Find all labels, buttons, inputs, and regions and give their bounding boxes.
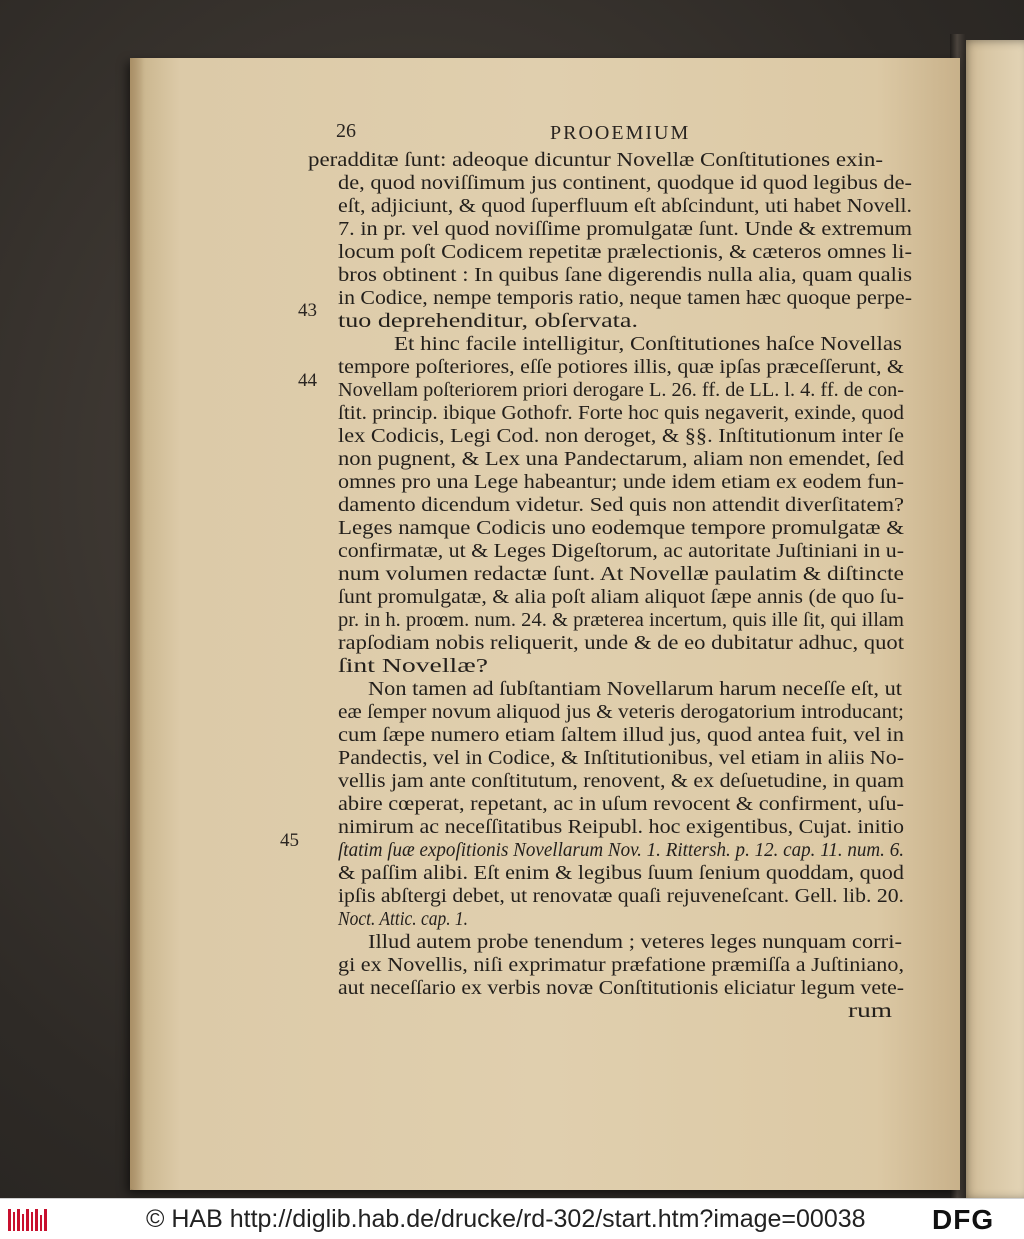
footer-bar bbox=[0, 1198, 1024, 1239]
dfg-logo: DFG bbox=[932, 1204, 995, 1235]
text-line: Leges namque Codicis uno eodemque tempore promulgatæ & bbox=[338, 518, 904, 539]
text-line: eſt, adjiciunt, & quod ſuperfluum eſt abſcindunt, uti habet Novell. bbox=[338, 196, 912, 217]
text-line: ipſis abſtergi debet, ut renovatæ quaſi rejuveneſcant. Gell. lib. 20. bbox=[338, 886, 904, 907]
running-head: PROOEMIUM bbox=[550, 122, 691, 144]
text-line: Novellam poſteriorem priori derogare L. 26. ff. de LL. l. 4. ff. de con- bbox=[338, 380, 904, 401]
text-line: in Codice, nempe temporis ratio, neque tamen hæc quoque perpe- bbox=[338, 288, 912, 309]
text-line: confirmatæ, ut & Leges Digeſtorum, ac autoritate Juſtiniani in u- bbox=[338, 541, 904, 562]
text-line: gi ex Novellis, niſi exprimatur præfatione præmiſſa a Juſtiniano, bbox=[338, 955, 904, 976]
text-line: rum bbox=[848, 1001, 892, 1022]
text-line: cum ſæpe numero etiam ſaltem illud jus, quod antea fuit, vel in bbox=[338, 725, 904, 746]
text-line: omnes pro una Lege habeantur; unde idem etiam ex eodem fun- bbox=[338, 472, 904, 493]
page-header bbox=[130, 120, 960, 150]
page-number: 26 bbox=[336, 120, 356, 142]
text-line: damento dicendum videtur. Sed quis non attendit diverſitatem? bbox=[338, 495, 904, 516]
text-line: num volumen redactæ ſunt. At Novellæ paulatim & diſtincte bbox=[338, 564, 904, 585]
text-line: Noct. Attic. cap. 1. bbox=[338, 909, 468, 930]
source-url[interactable]: © HAB http://diglib.hab.de/drucke/rd-302/start.htm?image=00038 bbox=[146, 1205, 866, 1233]
text-line: ſint Novellæ? bbox=[338, 656, 488, 677]
text-line: ſtit. princip. ibique Gothofr. Forte hoc quis negaverit, exinde, quod bbox=[338, 403, 904, 424]
text-line: eæ ſemper novum aliquod jus & veteris derogatorium introducant; bbox=[338, 702, 904, 723]
text-line: aut neceſſario ex verbis novæ Conſtitutionis eliciatur legum vete- bbox=[338, 978, 904, 999]
text-line: rapſodiam nobis reliquerit, unde & de eo dubitatur adhuc, quot bbox=[338, 633, 904, 654]
text-line: Non tamen ad ſubſtantiam Novellarum harum neceſſe eſt, ut bbox=[368, 679, 902, 700]
margin-number: 45 bbox=[280, 830, 299, 851]
barcode-icon bbox=[8, 1209, 48, 1231]
text-line: pr. in h. proœm. num. 24. & præterea incertum, quis ille ſit, qui illam bbox=[338, 610, 904, 631]
text-line: lex Codicis, Legi Cod. non deroget, & §§. Inſtitutionum inter ſe bbox=[338, 426, 904, 447]
facing-page-edge bbox=[960, 40, 1024, 1200]
text-line: Illud autem probe tenendum ; veteres leges nunquam corri- bbox=[368, 932, 902, 953]
text-line: tuo deprehenditur, obſervata. bbox=[338, 311, 638, 332]
text-line: & paſſim alibi. Eſt enim & legibus ſuum ſenium quoddam, quod bbox=[338, 863, 904, 884]
text-line: non pugnent, & Lex una Pandectarum, aliam non emendet, ſed bbox=[338, 449, 904, 470]
margin-number: 44 bbox=[298, 370, 317, 391]
text-line: ſtatim ſuæ expoſitionis Novellarum Nov. 1. Rittersh. p. 12. cap. 11. num. 6. bbox=[338, 840, 904, 861]
text-line: nimirum ac neceſſitatibus Reipubl. hoc exigentibus, Cujat. initio bbox=[338, 817, 904, 838]
text-line: Et hinc facile intelligitur, Conſtitutiones haſce Novellas bbox=[394, 334, 902, 355]
text-line: abire cœperat, repetant, ac in uſum revocent & confirment, uſu- bbox=[338, 794, 904, 815]
text-line: 7. in pr. vel quod noviſſime promulgatæ ſunt. Unde & extremum bbox=[338, 219, 912, 240]
text-line: tempore poſteriores, eſſe potiores illis, quæ ipſas præceſſerunt, & bbox=[338, 357, 904, 378]
text-line: vellis jam ante conſtitutum, renovent, & ex deſuetudine, in quam bbox=[338, 771, 904, 792]
margin-number: 43 bbox=[298, 300, 317, 321]
text-line: peradditæ ſunt: adeoque dicuntur Novellæ Conſtitutiones exin- bbox=[308, 150, 883, 171]
text-line: de, quod noviſſimum jus continent, quodque id quod legibus de- bbox=[338, 173, 912, 194]
text-line: bros obtinent : In quibus ſane digerendis nulla alia, quam qualis bbox=[338, 265, 912, 286]
text-line: ſunt promulgatæ, & alia poſt aliam aliquot ſæpe annis (de quo ſu- bbox=[338, 587, 904, 608]
book-page bbox=[130, 58, 960, 1190]
text-line: Pandectis, vel in Codice, & Inſtitutionibus, vel etiam in aliis No- bbox=[338, 748, 904, 769]
text-line: locum poſt Codicem repetitæ prælectionis, & cæteros omnes li- bbox=[338, 242, 912, 263]
